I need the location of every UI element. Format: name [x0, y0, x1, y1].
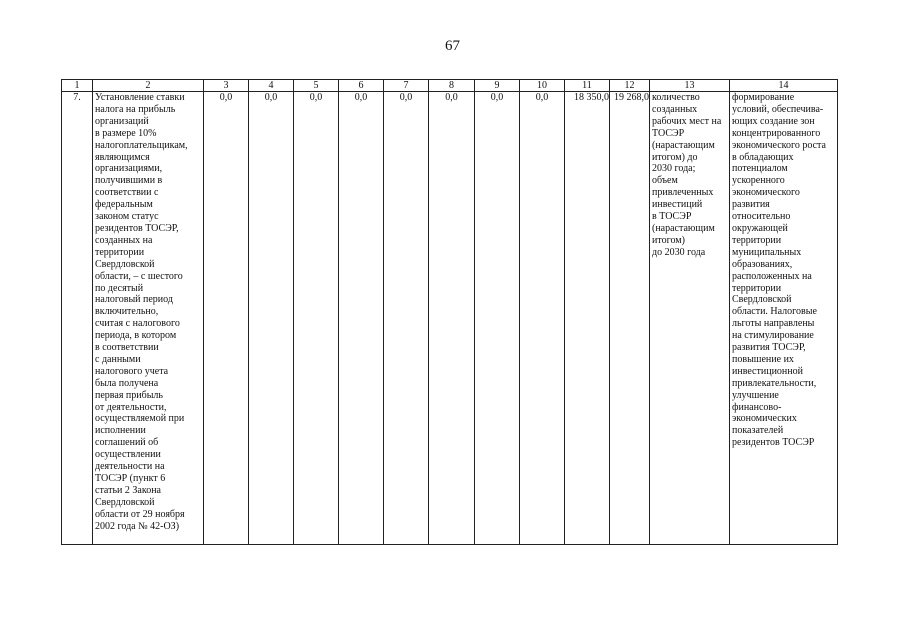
text-line: привлекательности,: [732, 377, 817, 389]
value-col-10: 0,0: [520, 92, 565, 545]
text-line: получившими в: [95, 175, 163, 187]
text-line: территории: [95, 246, 145, 258]
text-line: резидентов ТОСЭР,: [95, 222, 179, 234]
row-indicators: [650, 92, 730, 545]
value-col-9: 0,0: [475, 92, 520, 545]
text-line: области. Налоговые: [732, 306, 817, 318]
value-col-8: 0,0: [429, 92, 475, 545]
text-line: организаций: [95, 115, 149, 127]
text-line: ющих создание зон: [732, 115, 815, 127]
value-col-4: 0,0: [249, 92, 294, 545]
data-table: [61, 79, 838, 545]
text-line: периода, в котором: [95, 330, 177, 342]
text-line: объем: [652, 175, 678, 187]
column-number-11: 11: [565, 80, 610, 92]
column-number-6: 6: [339, 80, 384, 92]
text-line: области от 29 ноября: [95, 508, 185, 520]
column-number-7: 7: [384, 80, 429, 92]
value-col-11: 18 350,0: [565, 92, 610, 545]
text-line: повышение их: [732, 353, 794, 365]
header-row: [62, 80, 838, 92]
text-line: формирование: [732, 92, 795, 103]
text-line: на стимулирование: [732, 330, 814, 342]
text-line: Свердловской: [95, 496, 155, 508]
text-line: налогового учета: [95, 365, 169, 377]
text-line: налога на прибыль: [95, 103, 176, 115]
text-line: законом статус: [95, 211, 159, 223]
text-line: ТОСЭР: [652, 127, 685, 139]
text-line: созданных на: [95, 234, 153, 246]
text-line: расположенных на: [732, 270, 812, 282]
column-number-8: 8: [429, 80, 475, 92]
text-line: созданных: [652, 103, 698, 115]
column-number-4: 4: [249, 80, 294, 92]
page-number: 67: [445, 38, 460, 54]
text-line: инвестиционной: [732, 365, 803, 377]
text-line: итогом) до: [652, 151, 698, 163]
column-number-10: 10: [520, 80, 565, 92]
text-line: считая с налогового: [95, 318, 180, 330]
text-line: (нарастающим: [652, 222, 715, 234]
table-row: [62, 92, 838, 545]
text-line: итогом): [652, 234, 685, 246]
text-line: исполнении: [95, 425, 146, 437]
text-line: была получена: [95, 377, 159, 389]
text-line: развития: [732, 199, 770, 211]
text-line: показателей: [732, 425, 784, 437]
text-line: в обладающих: [732, 151, 794, 163]
text-line: статьи 2 Закона: [95, 484, 161, 496]
text-line: рабочих мест на: [652, 115, 722, 127]
text-line: экономического: [732, 187, 800, 199]
value-col-7: 0,0: [384, 92, 429, 545]
text-line: муниципальных: [732, 246, 802, 258]
column-number-5: 5: [294, 80, 339, 92]
text-line: (нарастающим: [652, 139, 715, 151]
column-number-1: 1: [62, 80, 93, 92]
text-line: льготы направлены: [732, 318, 815, 330]
row-purpose: [730, 92, 838, 545]
value-col-12: 19 268,0: [610, 92, 650, 545]
text-line: соответствии с: [95, 187, 159, 199]
column-number-12: 12: [610, 80, 650, 92]
text-line: территории: [732, 234, 782, 246]
text-line: финансово-: [732, 401, 782, 413]
column-number-9: 9: [475, 80, 520, 92]
text-line: развития ТОСЭР,: [732, 342, 806, 354]
text-line: в соответствии: [95, 342, 159, 354]
text-line: до 2030 года: [652, 246, 706, 258]
text-line: налоговый период: [95, 294, 173, 306]
text-line: образованиях,: [732, 258, 793, 270]
text-line: улучшение: [732, 389, 779, 401]
text-line: концентрированного: [732, 127, 821, 139]
text-line: экономических: [732, 413, 797, 425]
row-description: [93, 92, 204, 545]
column-number-3: 3: [204, 80, 249, 92]
text-line: осуществлении: [95, 449, 161, 461]
row-number: 7.: [62, 92, 93, 545]
value-col-5: 0,0: [294, 92, 339, 545]
text-line: Установление ставки: [95, 92, 185, 103]
text-line: территории: [732, 282, 782, 294]
text-line: инвестиций: [652, 199, 703, 211]
column-number-14: 14: [730, 80, 838, 92]
text-line: от деятельности,: [95, 401, 167, 413]
text-line: являющимся: [95, 151, 150, 163]
text-line: 2002 года № 42-ОЗ): [95, 520, 180, 532]
text-line: Свердловской: [732, 294, 792, 306]
text-line: резидентов ТОСЭР: [732, 437, 815, 449]
text-line: в размере 10%: [95, 127, 157, 139]
text-line: налогоплательщикам,: [95, 139, 188, 151]
text-line: относительно: [732, 211, 791, 223]
text-line: федеральным: [95, 199, 153, 211]
text-line: осуществляемой при: [95, 413, 185, 425]
value-col-3: 0,0: [204, 92, 249, 545]
text-line: с данными: [95, 353, 141, 365]
text-line: соглашений об: [95, 437, 159, 449]
text-line: деятельности на: [95, 461, 165, 473]
text-line: по десятый: [95, 282, 144, 294]
column-number-2: 2: [93, 80, 204, 92]
text-line: экономического роста: [732, 139, 826, 151]
text-line: организациями,: [95, 163, 163, 175]
text-line: условий, обеспечива-: [732, 103, 824, 115]
text-line: ускоренного: [732, 175, 785, 187]
text-line: окружающей: [732, 222, 788, 234]
column-number-13: 13: [650, 80, 730, 92]
text-line: Свердловской: [95, 258, 155, 270]
text-line: привлеченных: [652, 187, 714, 199]
value-col-6: 0,0: [339, 92, 384, 545]
text-line: первая прибыль: [95, 389, 163, 401]
text-line: 2030 года;: [652, 163, 696, 175]
text-line: количество: [652, 92, 700, 103]
text-line: области, – с шестого: [95, 270, 183, 282]
text-line: включительно,: [95, 306, 159, 318]
text-line: в ТОСЭР: [652, 211, 692, 223]
text-line: ТОСЭР (пункт 6: [95, 473, 166, 484]
text-line: потенциалом: [732, 163, 788, 175]
